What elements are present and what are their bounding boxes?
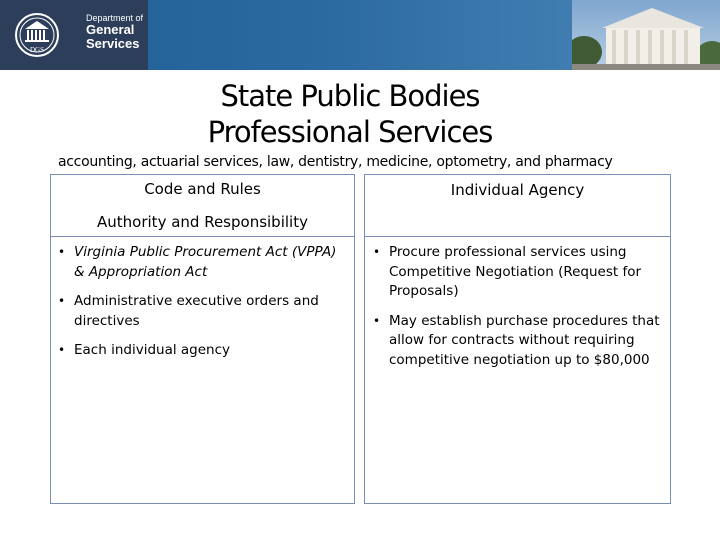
- bullet-icon: •: [58, 343, 66, 357]
- individual-agency-heading: Individual Agency: [450, 181, 585, 199]
- list-item: [373, 243, 668, 302]
- bullet-icon: •: [58, 294, 66, 308]
- list-item-text: Administrative executive orders and directives: [74, 293, 319, 329]
- list-item-text: Virginia Public Procurement Act (VPPA) & Appropriation Act: [74, 244, 337, 280]
- individual-agency-list: [373, 243, 668, 380]
- org-name-line2: Services: [86, 36, 140, 52]
- code-and-rules-list: [58, 243, 350, 371]
- title-line-1: State Public Bodies: [220, 79, 480, 113]
- list-item-text: Procure professional services using Competitive Negotiation (Request for Proposals): [389, 244, 642, 299]
- slide-subtitle: accounting, actuarial services, law, dentistry, medicine, optometry, and pharmacy: [58, 154, 613, 170]
- list-item: [58, 243, 350, 282]
- list-item: [58, 292, 350, 331]
- bullet-icon: •: [373, 313, 381, 328]
- authority-heading: Authority and Responsibility: [97, 213, 308, 231]
- panel-divider: [50, 236, 355, 237]
- org-name-small: Department of: [86, 13, 144, 23]
- list-item: [373, 312, 668, 371]
- seal-label: DGS: [29, 46, 45, 54]
- list-item: [58, 341, 350, 361]
- org-name-line1: General: [86, 22, 135, 38]
- slide-title: [150, 78, 550, 150]
- list-item-text: May establish purchase procedures that allow for contracts without requiring competitive negotiation up to $80,000: [389, 312, 660, 368]
- bullet-icon: •: [373, 245, 381, 259]
- title-line-2: Professional Services: [207, 115, 493, 149]
- org-name: [86, 14, 143, 51]
- list-item-text: Each individual agency: [74, 342, 230, 358]
- bullet-icon: •: [58, 245, 66, 259]
- seal-icon: [14, 11, 60, 59]
- code-and-rules-heading: Code and Rules: [144, 180, 261, 198]
- dgs-logo[interactable]: [0, 0, 148, 70]
- panel-divider: [364, 236, 671, 237]
- capitol-building-image: [572, 0, 720, 70]
